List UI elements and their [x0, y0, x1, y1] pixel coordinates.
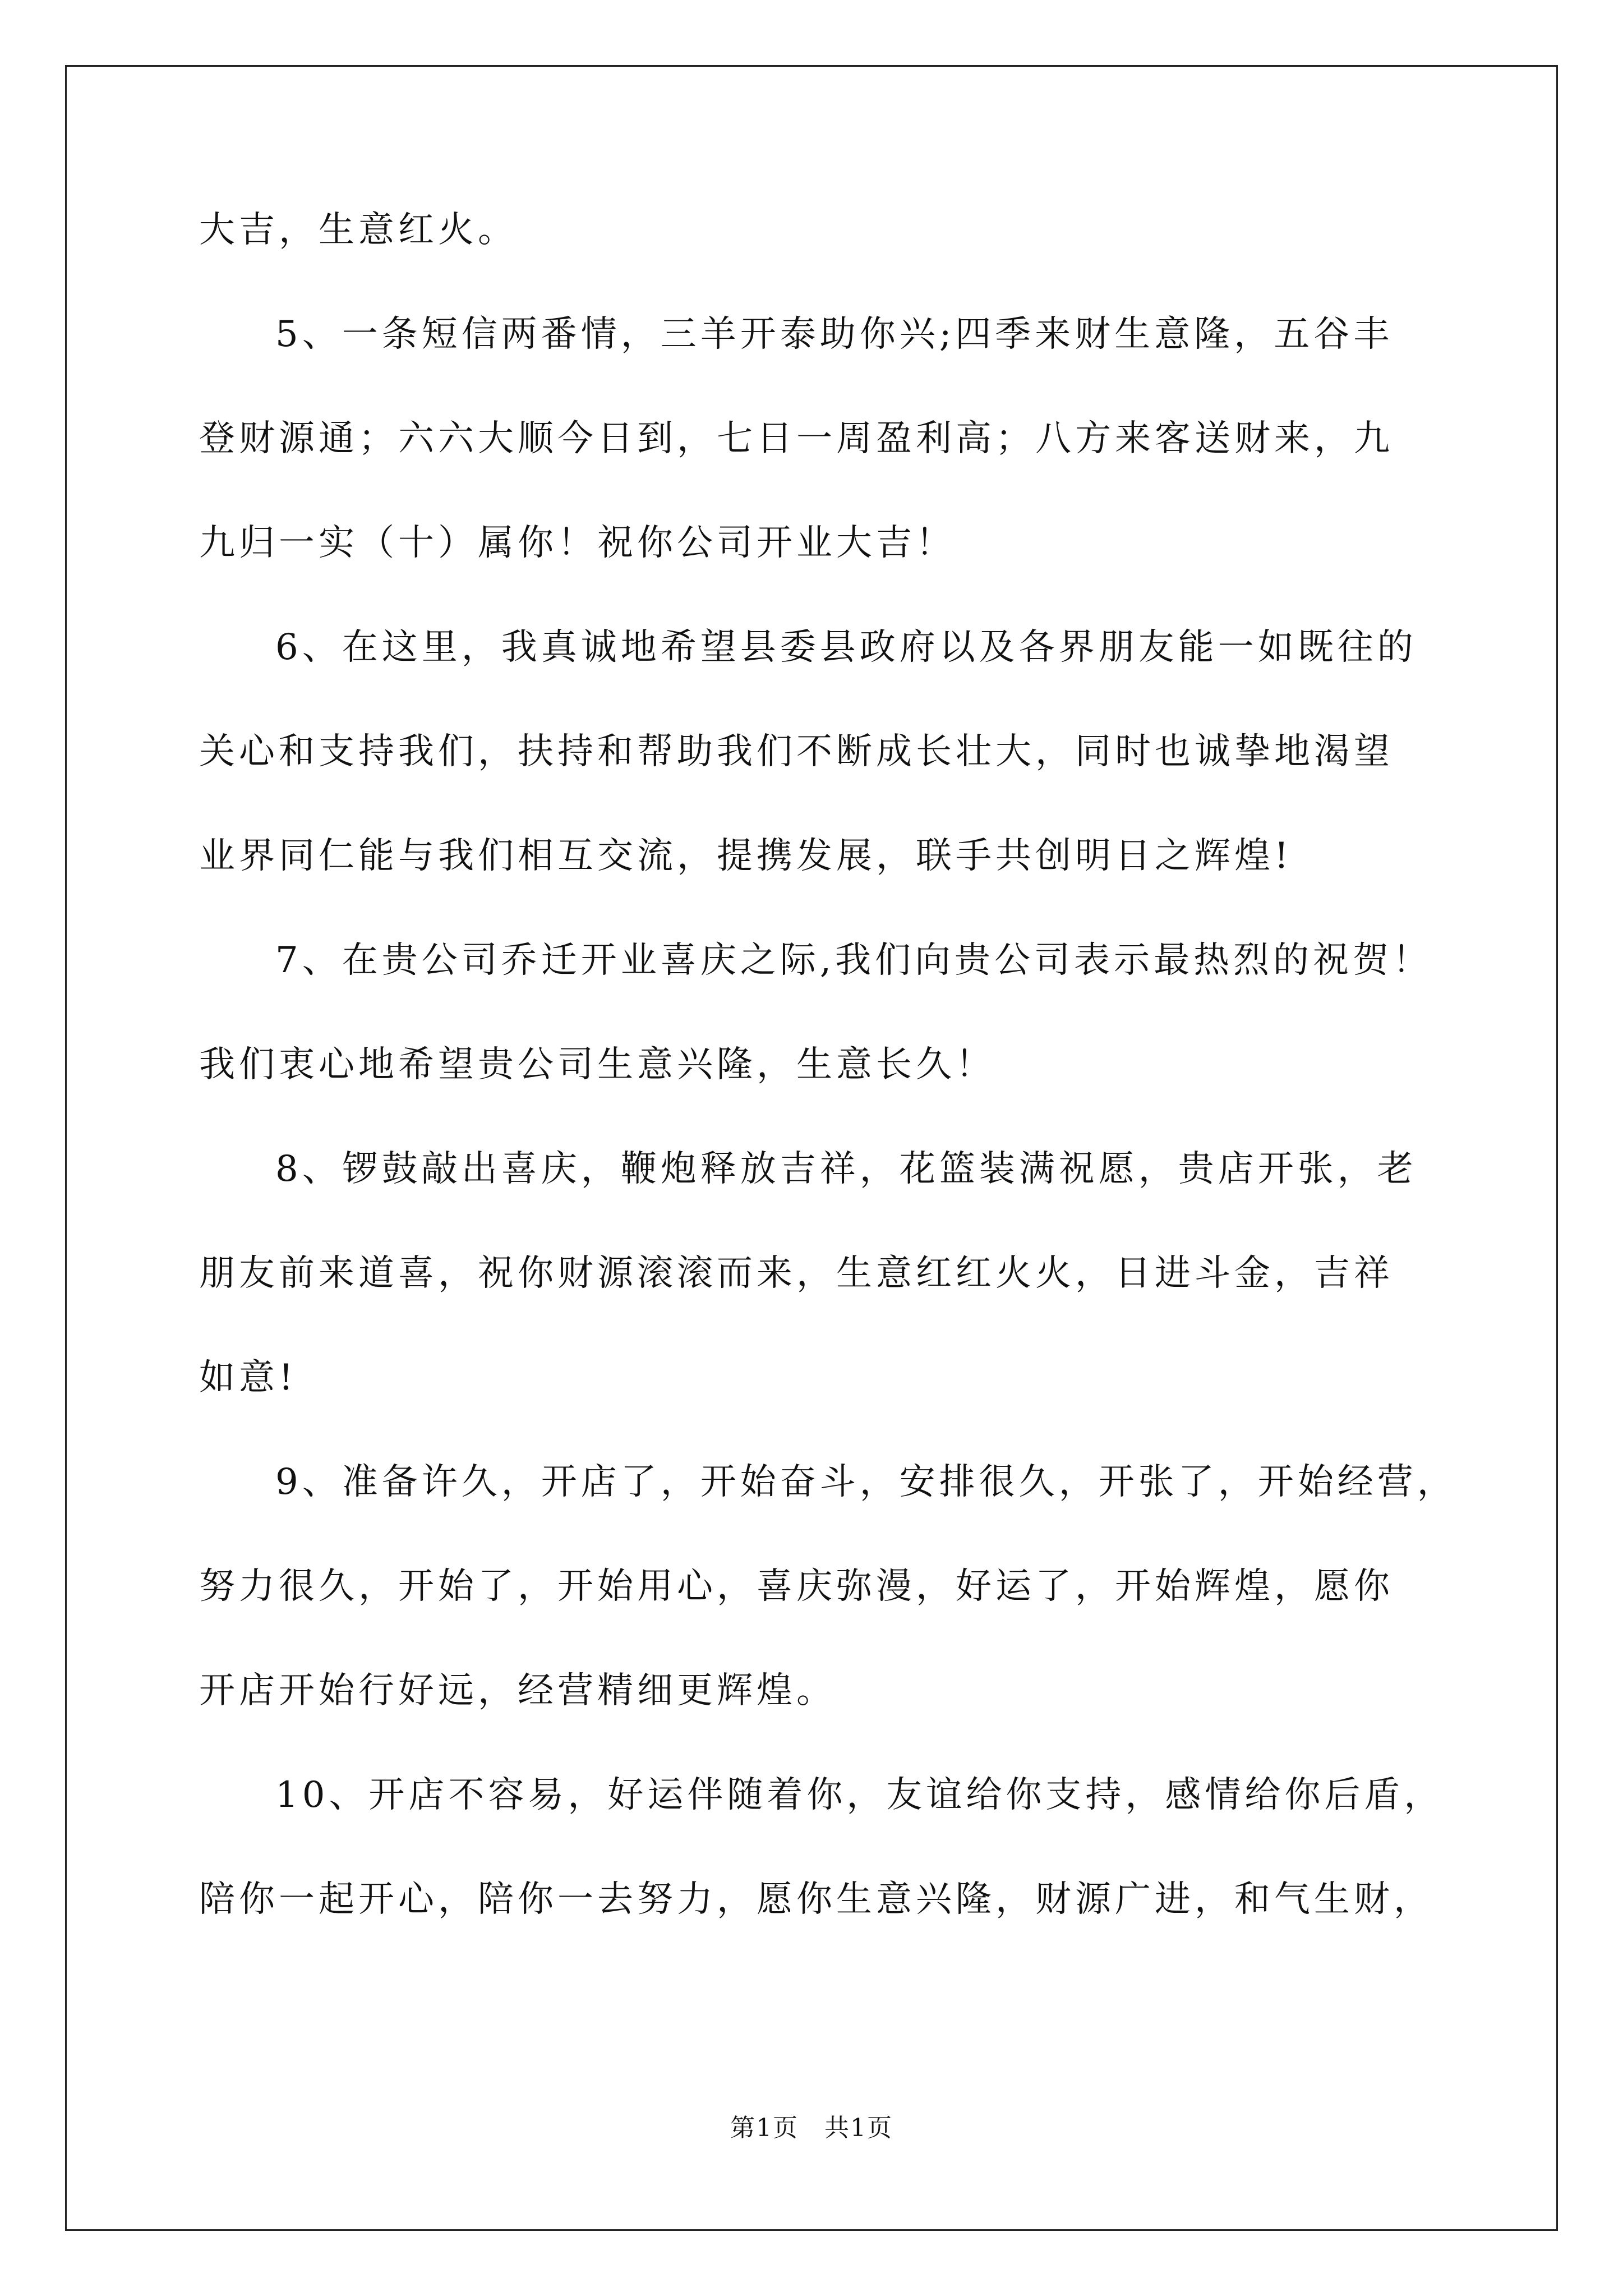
paragraph-5-line-2: 登财源通；六六大顺今日到，七日一周盈利高；八方来客送财来，九 — [199, 418, 1394, 459]
page-number-footer: 第1页 共1页 — [730, 2114, 893, 2142]
text-line: 大吉，生意红火。 — [199, 209, 518, 251]
paragraph-7-line-1: 7、在贵公司乔迁开业喜庆之际,我们向贵公司表示最热烈的祝贺！ — [275, 940, 1433, 981]
paragraph-5-line-3: 九归一实（十）属你！祝你公司开业大吉！ — [199, 522, 956, 564]
paragraph-9-line-2: 努力很久，开始了，开始用心，喜庆弥漫，好运了，开始辉煌，愿你 — [199, 1566, 1394, 1607]
paragraph-9-line-1: 9、准备许久，开店了，开始奋斗，安排很久，开张了，开始经营， — [275, 1461, 1457, 1503]
paragraph-10-line-1: 10、开店不容易，好运伴随着你，友谊给你支持，感情给你后盾， — [275, 1774, 1444, 1816]
paragraph-9-line-3: 开店开始行好远，经营精细更辉煌。 — [199, 1670, 836, 1711]
paragraph-6-line-2: 关心和支持我们，扶持和帮助我们不断成长壮大，同时也诚挚地渴望 — [199, 731, 1394, 772]
paragraph-8-line-1: 8、锣鼓敲出喜庆，鞭炮释放吉祥，花篮装满祝愿，贵店开张，老 — [275, 1148, 1417, 1190]
paragraph-8-line-2: 朋友前来道喜，祝你财源滚滚而来，生意红红火火，日进斗金，吉祥 — [199, 1253, 1394, 1294]
paragraph-6-line-1: 6、在这里，我真诚地希望县委县政府以及各界朋友能一如既往的 — [275, 627, 1417, 668]
paragraph-6-line-3: 业界同仁能与我们相互交流，提携发展，联手共创明日之辉煌! — [199, 835, 1293, 877]
paragraph-10-line-2: 陪你一起开心，陪你一去努力，愿你生意兴隆，财源广进，和气生财， — [199, 1879, 1433, 1920]
paragraph-8-line-3: 如意! — [199, 1357, 297, 1398]
paragraph-5-line-1: 5、一条短信两番情，三羊开泰助你兴;四季来财生意隆，五谷丰 — [275, 314, 1394, 355]
paragraph-7-line-2: 我们衷心地希望贵公司生意兴隆，生意长久！ — [199, 1044, 995, 1085]
